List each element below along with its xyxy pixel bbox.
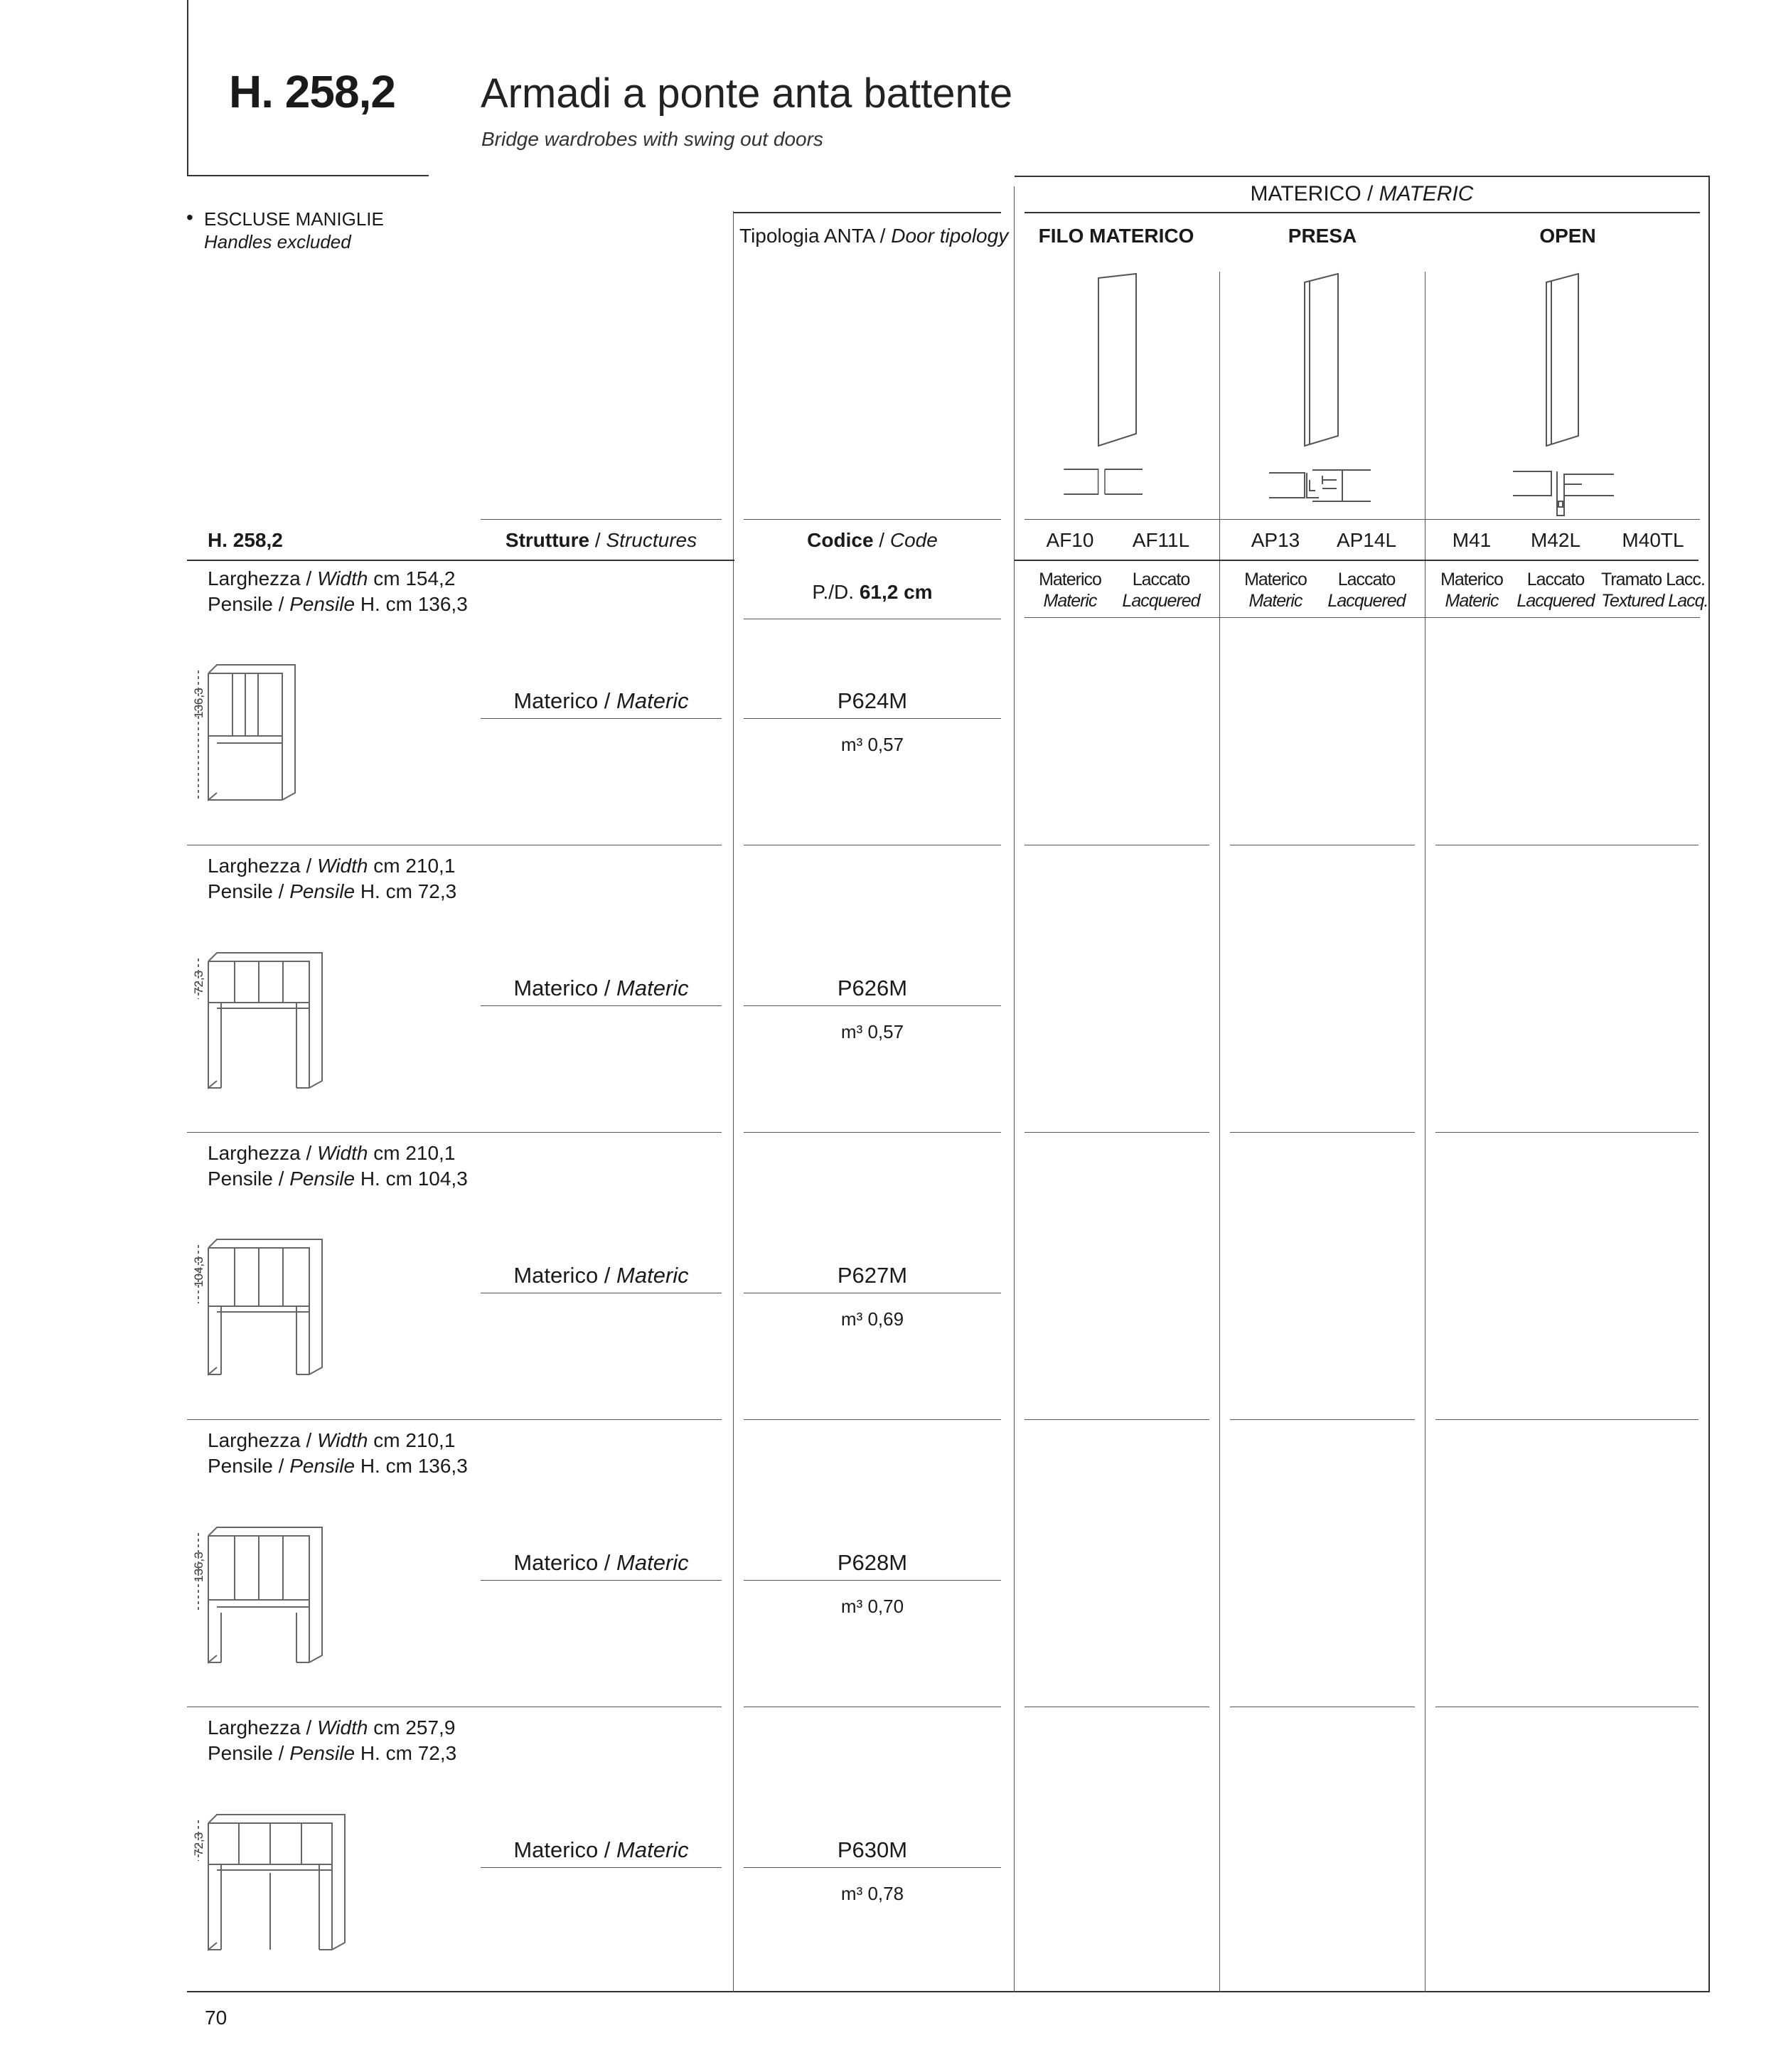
page-title: Armadi a ponte anta battente bbox=[481, 70, 1013, 117]
row-code-rule bbox=[744, 718, 1001, 719]
door-presa-illustration bbox=[1266, 274, 1372, 494]
header-bottom-rule bbox=[187, 175, 429, 176]
page-subtitle: Bridge wardrobes with swing out doors bbox=[481, 128, 823, 150]
row-bottom-rule bbox=[187, 1132, 722, 1133]
finish-code-m41: M41 bbox=[1452, 529, 1492, 551]
header-left-rule bbox=[187, 0, 188, 176]
finish-af11l: Laccato Lacquered bbox=[1122, 570, 1200, 611]
wardrobe-illustration bbox=[196, 946, 331, 1088]
row-structure-rule bbox=[481, 1867, 722, 1868]
row-width: Larghezza / Width cm 257,9 bbox=[208, 1716, 456, 1739]
row-pensile: Pensile / Pensile H. cm 104,3 bbox=[208, 1168, 468, 1190]
finish-code-m40tl: M40TL bbox=[1622, 529, 1684, 551]
row-bottom-rule bbox=[1435, 1419, 1699, 1420]
column-code: Codice / Code bbox=[807, 529, 938, 551]
row-dimension-label: 136,3 bbox=[192, 688, 205, 718]
materic-col-divider bbox=[1014, 186, 1015, 1992]
row-bottom-rule bbox=[1025, 1132, 1209, 1133]
row-structure: Materico / Materic bbox=[513, 688, 689, 713]
door-type-rule bbox=[734, 212, 1001, 213]
column-structures: Strutture / Structures bbox=[505, 529, 697, 551]
finish-code-ap14l: AP14L bbox=[1336, 529, 1397, 551]
row-dimension-label: 104,3 bbox=[192, 1256, 205, 1287]
finish-code-af11l: AF11L bbox=[1132, 529, 1190, 551]
row-structure: Materico / Materic bbox=[513, 976, 689, 1000]
row-dimension-label: 136,3 bbox=[192, 1552, 205, 1582]
door-open-illustration bbox=[1507, 274, 1614, 516]
wardrobe-illustration bbox=[196, 1807, 355, 1950]
row-width: Larghezza / Width cm 210,1 bbox=[208, 855, 456, 877]
row-code: P628M bbox=[837, 1550, 908, 1575]
depth-label: P./D. 61,2 cm bbox=[812, 581, 933, 603]
row-structure: Materico / Materic bbox=[513, 1837, 689, 1862]
finish-ap13: Materico Materic bbox=[1244, 570, 1307, 611]
row-code: P624M bbox=[837, 688, 908, 713]
row-structure-rule bbox=[481, 1580, 722, 1581]
row-width: Larghezza / Width cm 210,1 bbox=[208, 1429, 456, 1451]
row-volume: m³ 0,78 bbox=[840, 1883, 904, 1904]
finish-row-top-rule bbox=[1015, 560, 1699, 561]
code-header-rule bbox=[744, 519, 1001, 520]
row-bottom-rule bbox=[744, 1419, 1001, 1420]
row-pensile: Pensile / Pensile H. cm 136,3 bbox=[208, 1455, 468, 1477]
row-width: Larghezza / Width cm 154,2 bbox=[208, 567, 456, 589]
row-structure: Materico / Materic bbox=[513, 1263, 689, 1288]
row-code: P627M bbox=[837, 1263, 908, 1288]
group-label: MATERICO / MATERIC bbox=[1250, 182, 1474, 205]
finish-ap14l: Laccato Lacquered bbox=[1327, 570, 1406, 611]
header-row-bottom-rule bbox=[187, 560, 734, 561]
page-height-code: H. 258,2 bbox=[229, 66, 395, 117]
row-dimension-label: 72,3 bbox=[192, 1832, 205, 1856]
row-bottom-rule bbox=[1025, 1419, 1209, 1420]
row-pensile: Pensile / Pensile H. cm 72,3 bbox=[208, 880, 457, 902]
note-label: ESCLUSE MANIGLIE bbox=[204, 208, 384, 230]
row-bottom-rule bbox=[1230, 1419, 1415, 1420]
page-number: 70 bbox=[205, 2007, 228, 2029]
row-bottom-rule bbox=[744, 1132, 1001, 1133]
table-top-rule bbox=[1015, 176, 1709, 177]
note-label-en: Handles excluded bbox=[204, 231, 351, 252]
row-structure-rule bbox=[481, 1005, 722, 1006]
presa-col-divider bbox=[1219, 272, 1220, 1992]
row-code-rule bbox=[744, 1580, 1001, 1581]
finish-code-af10: AF10 bbox=[1046, 529, 1094, 551]
finish-code-m42l: M42L bbox=[1530, 529, 1581, 551]
wardrobe-illustration bbox=[196, 1520, 331, 1662]
row-structure: Materico / Materic bbox=[513, 1550, 689, 1575]
note-bullet: • bbox=[186, 206, 193, 228]
row-code-rule bbox=[744, 1867, 1001, 1868]
structures-header-rule bbox=[481, 519, 722, 520]
finish-m40tl: Tramato Lacc. Textured Lacq. bbox=[1601, 570, 1708, 611]
finish-header-rule bbox=[1025, 519, 1700, 520]
family-filo-materico: FILO MATERICO bbox=[1038, 225, 1194, 247]
finish-m42l: Laccato Lacquered bbox=[1516, 570, 1595, 611]
row-width: Larghezza / Width cm 210,1 bbox=[208, 1142, 456, 1164]
row-bottom-rule bbox=[187, 1419, 722, 1420]
wardrobe-illustration bbox=[196, 658, 302, 800]
row-bottom-rule bbox=[1435, 1132, 1699, 1133]
finish-row-bottom-rule bbox=[1025, 617, 1700, 618]
row-volume: m³ 0,57 bbox=[840, 734, 904, 755]
finish-code-ap13: AP13 bbox=[1251, 529, 1300, 551]
row-volume: m³ 0,57 bbox=[840, 1021, 904, 1042]
column-height: H. 258,2 bbox=[208, 529, 283, 551]
row-volume: m³ 0,69 bbox=[840, 1308, 904, 1330]
row-volume: m³ 0,70 bbox=[840, 1596, 904, 1617]
row-pensile: Pensile / Pensile H. cm 72,3 bbox=[208, 1742, 457, 1764]
table-right-rule bbox=[1708, 176, 1710, 1992]
finish-af10: Materico Materic bbox=[1039, 570, 1101, 611]
row-code-rule bbox=[744, 1005, 1001, 1006]
row-code: P626M bbox=[837, 976, 908, 1000]
row-structure-rule bbox=[481, 718, 722, 719]
row-bottom-rule bbox=[1230, 1132, 1415, 1133]
table-bottom-rule bbox=[187, 1991, 1710, 1992]
finish-m41: Materico Materic bbox=[1440, 570, 1503, 611]
wardrobe-illustration bbox=[196, 1232, 331, 1374]
group-rule bbox=[1025, 212, 1700, 213]
door-filo-materico-illustration bbox=[1059, 274, 1145, 494]
row-pensile: Pensile / Pensile H. cm 136,3 bbox=[208, 593, 468, 615]
family-open: OPEN bbox=[1539, 225, 1596, 247]
code-col-divider bbox=[733, 211, 734, 1992]
row-code: P630M bbox=[837, 1837, 908, 1862]
family-presa: PRESA bbox=[1288, 225, 1357, 247]
door-type-label: Tipologia ANTA / Door tipology bbox=[739, 225, 1009, 247]
row-dimension-label: 72,3 bbox=[192, 970, 205, 994]
